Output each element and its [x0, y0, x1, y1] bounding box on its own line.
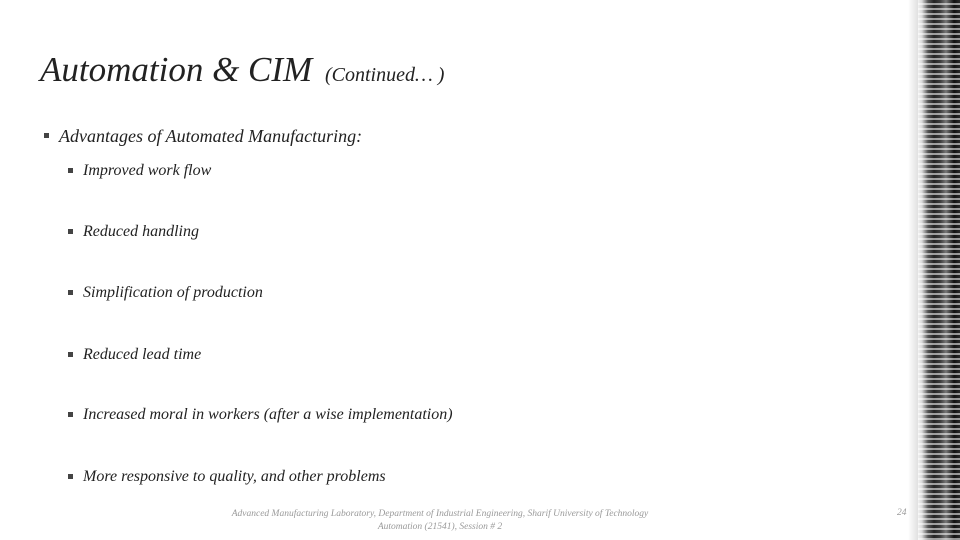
square-bullet-icon [68, 352, 73, 357]
footer-line-2: Automation (21541), Session # 2 [377, 522, 503, 532]
list-item-text: Simplification of production [83, 284, 263, 301]
section-heading [44, 126, 362, 147]
list-item [68, 346, 201, 364]
list-item [68, 162, 211, 180]
list-item-text: Improved work flow [83, 162, 212, 179]
list-item [68, 468, 386, 486]
square-bullet-icon [68, 290, 73, 295]
square-bullet-icon [68, 229, 73, 234]
slide-title-main: Automation & CIM [40, 50, 313, 89]
list-item-text: Reduced lead time [83, 346, 202, 363]
slide-title-suffix: (Continued… ) [324, 64, 445, 86]
slide-title [40, 50, 444, 90]
list-item-text: More responsive to quality, and other problems [83, 468, 386, 485]
page-number: 24 [897, 508, 907, 518]
footer-line-1: Advanced Manufacturing Laboratory, Department of Industrial Engineering, Sharif University of Technology [231, 509, 649, 519]
list-item [68, 223, 199, 241]
square-bullet-icon [68, 168, 73, 173]
list-item-text: Increased moral in workers (after a wise implementation) [83, 406, 453, 423]
list-item [68, 406, 453, 424]
list-item [68, 284, 263, 302]
square-bullet-icon [44, 133, 49, 138]
decorative-strip-shadow [908, 0, 918, 540]
section-heading-text: Advantages of Automated Manufacturing: [59, 126, 363, 146]
decorative-strip [918, 0, 960, 540]
square-bullet-icon [68, 474, 73, 479]
square-bullet-icon [68, 412, 73, 417]
list-item-text: Reduced handling [83, 223, 199, 240]
slide-footer [160, 508, 720, 534]
